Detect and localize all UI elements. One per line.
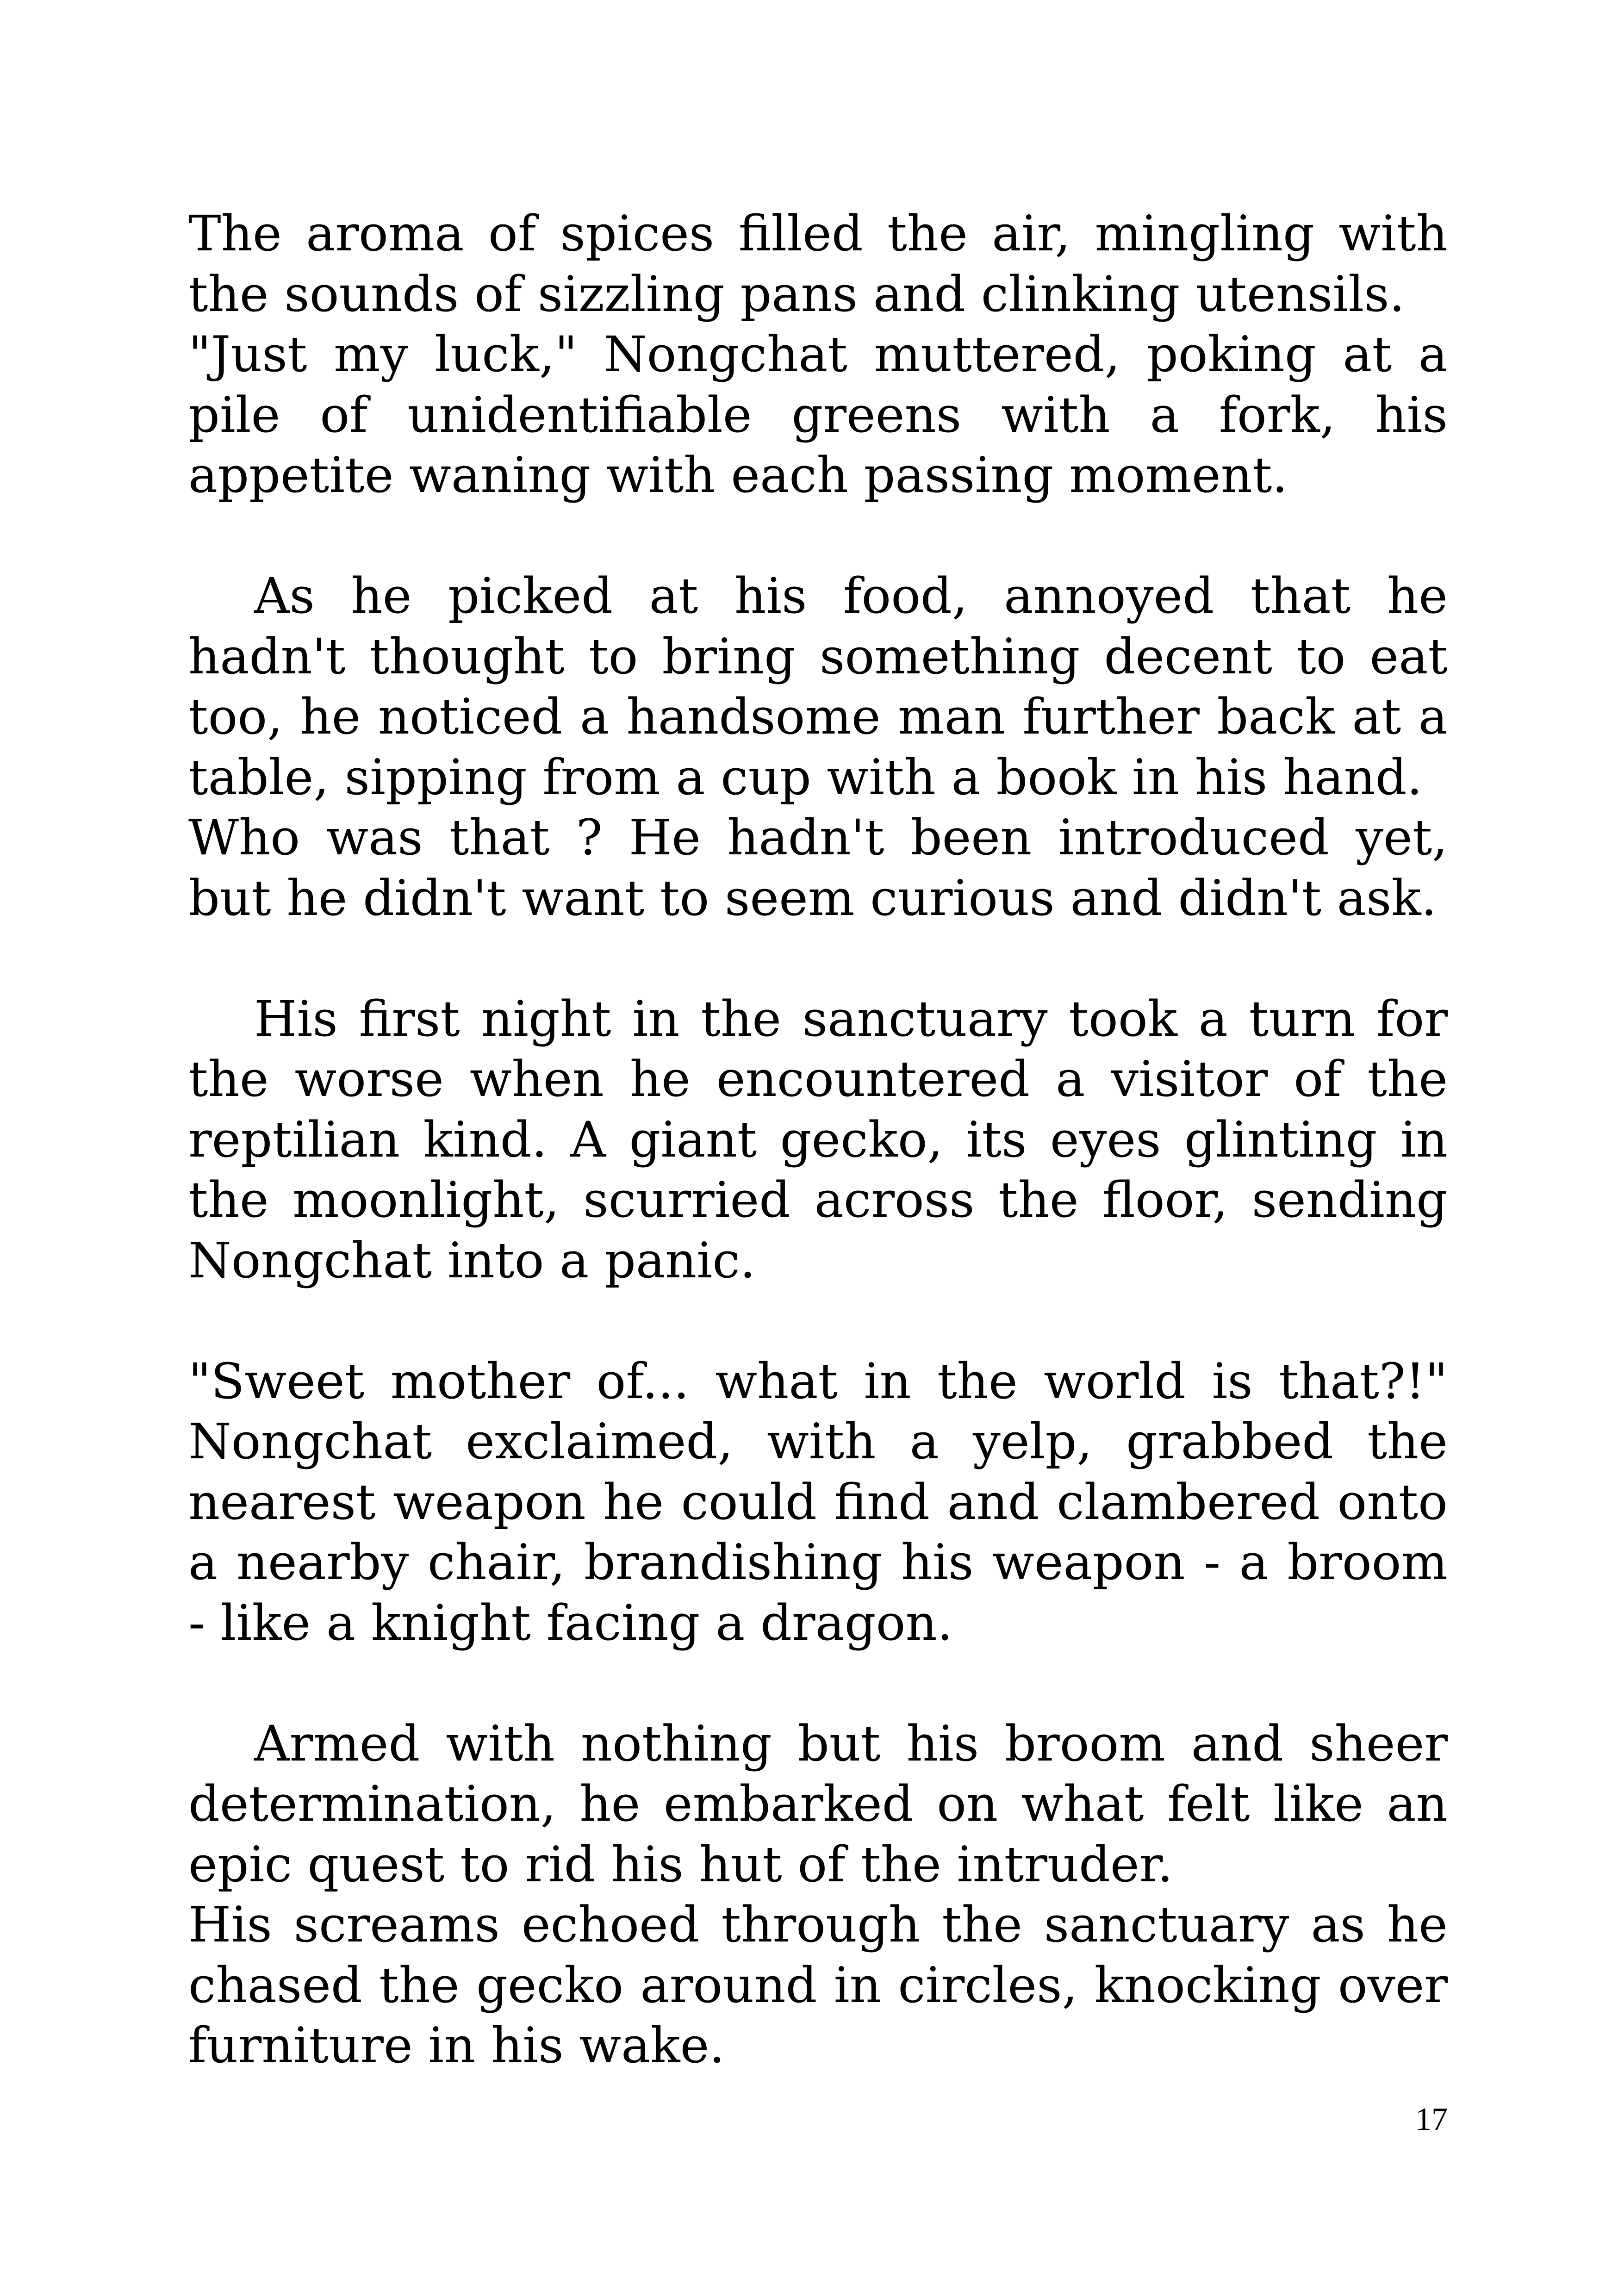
paragraph: The aroma of spices filled the air, mingling with the sounds of sizzling pans and clinking utensils. (188, 205, 1448, 323)
paragraph-gap (188, 928, 1448, 989)
paragraph-gap (188, 1653, 1448, 1714)
paragraph: As he picked at his food, annoyed that he hadn't thought to bring something decent to eat too, he noticed a handsome man further back at a table, sipping from a cup with a book in his hand. (188, 567, 1448, 806)
paragraph: His first night in the sanctuary took a turn for the worse when he encountered a visitor of the reptilian kind. A giant gecko, its eyes glinting in the moonlight, scurried across the floor, sending Nongchat into a panic. (188, 990, 1448, 1289)
paragraph: "Sweet mother of... what in the world is that?!" Nongchat exclaimed, with a yelp, grabbed the nearest weapon he could find and clambered onto a nearby chair, brandishing his weapon - a broom - like a knight facing a dragon. (188, 1352, 1448, 1651)
paragraph: "Just my luck," Nongchat muttered, poking at a pile of unidentifiable greens with a fork, his appetite waning with each passing moment. (188, 326, 1448, 504)
paragraph: Who was that ? He hadn't been introduced yet, but he didn't want to seem curious and didn't ask. (188, 809, 1448, 927)
paragraph: Armed with nothing but his broom and sheer determination, he embarked on what felt like an epic quest to rid his hut of the intruder. (188, 1715, 1448, 1893)
page-body (188, 204, 1448, 2076)
page-number: 17 (1415, 2102, 1448, 2137)
paragraph: His screams echoed through the sanctuary as he chased the gecko around in circles, knocking over furniture in his wake. (188, 1896, 1448, 2074)
paragraph-gap (188, 506, 1448, 566)
paragraph-gap (188, 1291, 1448, 1351)
